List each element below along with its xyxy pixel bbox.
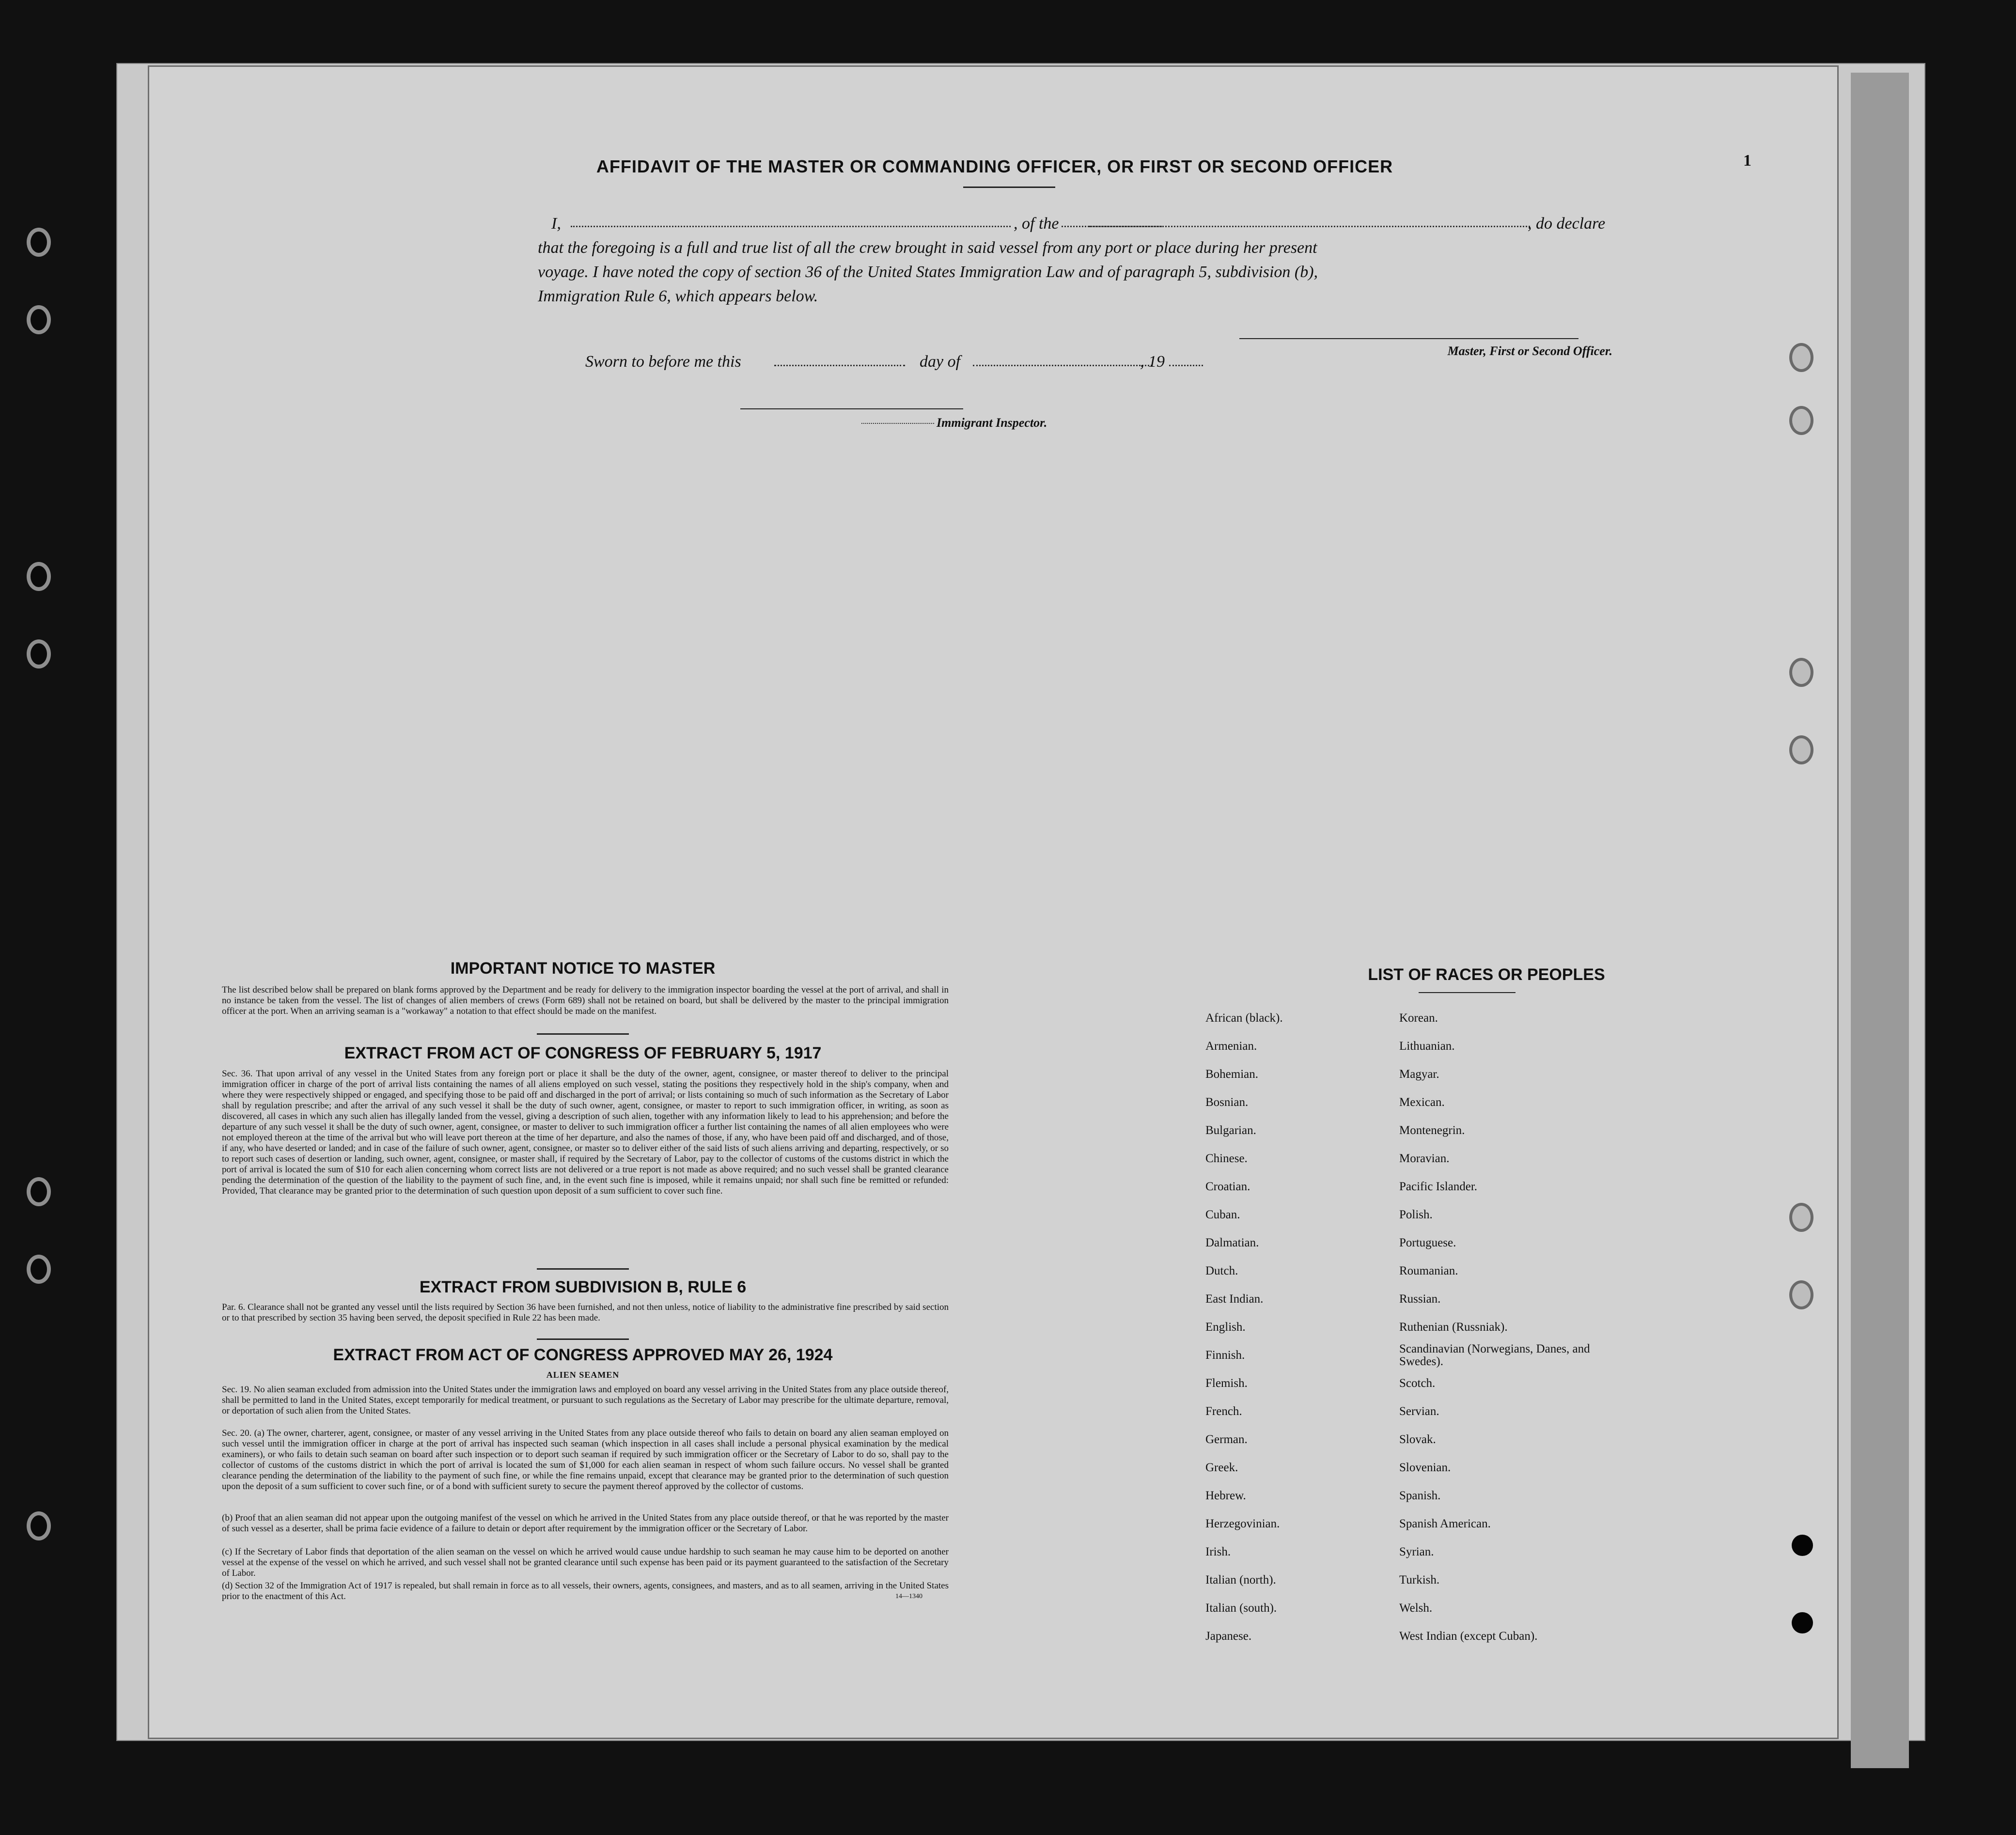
affidavit-line-4: Immigration Rule 6, which appears below. [538,287,818,305]
race-item: Armenian. [1205,1040,1257,1053]
race-item: French. [1205,1405,1242,1418]
race-item: East Indian. [1205,1292,1264,1306]
affidavit-line-2: that the foregoing is a full and true list of all the crew brought in said vessel from any port or place during her present [538,239,1317,257]
extract-1924-sec20c: (c) If the Secretary of Labor finds that deportation of the alien seaman on the vessel on which he arrived would cause undue hardship to such seaman he may cause him to be deported on another vessel at the expense of the vessel on which he arrived, and such vessel shall not be granted clearance until such expense has been paid or its payment guaranteed to the satisfaction of the Secretary of Labor. [222,1547,949,1578]
race-item: Spanish. [1399,1489,1441,1502]
race-item: Ruthenian (Russniak). [1399,1321,1508,1334]
extract-rule6-title: EXTRACT FROM SUBDIVISION B, RULE 6 [419,1278,747,1296]
sworn-day-blank-line [774,365,905,366]
race-item: Polish. [1399,1208,1433,1221]
race-item: Slovenian. [1399,1461,1451,1474]
inspector-dotted-lead [861,423,934,424]
race-item: Bulgarian. [1205,1124,1256,1137]
page-mark: 1 [1743,152,1751,170]
races-title: LIST OF RACES OR PEOPLES [1368,965,1605,984]
extract-rule6-body: Par. 6. Clearance shall not be granted any vessel until the lists required by Section 36 have been furnished, and not then unless, notice of liability to the administrative fine prescribed by said section or to that prescribed by section 35 having been served, the deposit specified in Rule 22 has been made. [222,1302,949,1323]
race-item: Welsh. [1399,1602,1433,1615]
affidavit-of-the-label: , of the [1012,215,1061,233]
binder-hole [27,1511,51,1540]
extract-1924-sec20a: Sec. 20. (a) The owner, charterer, agent, consignee, or master of any vessel arriving in the United States from any place outside thereof who fails to detain on board any alien seaman employed on such vessel until the immigration officer in charge at the port of arrival has inspected such seaman (which inspection in all cases shall include a personal physical examination by the medical examiners), or who fails to detain such seaman on board after such inspection or to deport such seaman if required by such immigration officer or the Secretary of Labor to do so, shall pay to the collector of customs of the customs district in which the port of arrival is located the sum of $1,000 for each alien seaman in respect of whom such failure occurs. No vessel shall be granted clearance pending the determination of the liability to the payment of such fine, or while the fine remains unpaid, except that clearance may be granted prior to the determination of such question upon the deposit of a sum sufficient to cover such fine, or of a bond with sufficient surety to secure the payment thereof approved by the collector of customs. [222,1428,949,1492]
race-item: Syrian. [1399,1545,1434,1558]
binder-hole [27,305,51,334]
binder-hole [27,1177,51,1206]
race-item: Roumanian. [1399,1264,1458,1277]
notice-body: The list described below shall be prepared on blank forms approved by the Department and be ready for delivery to the immigration inspector boarding the vessel at the port of arrival, and shall in no instance be taken from the vessel. The list of changes of alien members of crews (Form 689) shall not be retained on board, but shall be delivered by the master to the principal immigration officer at the port. When an arriving seaman is a "workaway" a notation to that effect should be made on the manifest. [222,985,949,1016]
extract-1924-subtitle: ALIEN SEAMEN [546,1370,620,1380]
race-item: African (black). [1205,1011,1283,1025]
race-item: Greek. [1205,1461,1238,1474]
punch-hole [1789,658,1813,687]
binder-hole [27,639,51,669]
filled-punch-mark [1792,1612,1813,1633]
punch-hole [1789,1280,1813,1309]
race-item: Lithuanian. [1399,1040,1455,1053]
race-item: German. [1205,1433,1248,1446]
extract-1924-title: EXTRACT FROM ACT OF CONGRESS APPROVED MAY 26, 1924 [333,1346,833,1364]
sworn-month-blank-line [973,365,1152,366]
punch-hole [1789,735,1813,764]
race-item: Servian. [1399,1405,1439,1418]
race-item: Herzegovinian. [1205,1517,1280,1530]
race-item: Scandinavian (Norwegians, Danes, and Swedes). [1399,1342,1590,1368]
affidavit-title: AFFIDAVIT OF THE MASTER OR COMMANDING OFFICER, OR FIRST OR SECOND OFFICER [596,156,1393,176]
race-item: Pacific Islander. [1399,1180,1478,1193]
notice-title: IMPORTANT NOTICE TO MASTER [450,959,716,978]
vessel-blank-line [1089,226,1530,227]
race-item: Hebrew. [1205,1489,1246,1502]
inspector-caption: Immigrant Inspector. [937,416,1047,430]
race-item: Moravian. [1399,1152,1450,1165]
binder-hole [27,1255,51,1284]
master-signature-line [1239,338,1578,339]
race-item: Scotch. [1399,1377,1436,1390]
section-divider [537,1268,629,1270]
underlying-page-edge [1851,73,1909,1768]
section-divider [537,1338,629,1340]
race-item: Turkish. [1399,1573,1440,1586]
section-divider [537,1033,629,1035]
extract-1924-sec20b: (b) Proof that an alien seaman did not appear upon the outgoing manifest of the vessel on which he arrived in the United States from any place outside thereof, or that he was reported by the master of such vessel as a deserter, shall be prima facie evidence of a failure to detain or deport after requirement by the immigration officer or the Secretary of Labor. [222,1513,949,1534]
race-item: Finnish. [1205,1349,1245,1362]
punch-hole [1789,406,1813,435]
race-item: Bohemian. [1205,1068,1259,1081]
races-title-rule [1419,992,1516,993]
race-item: Spanish American. [1399,1517,1491,1530]
race-item: Flemish. [1205,1377,1248,1390]
form-number: 14—1340 [895,1593,922,1600]
race-item: Japanese. [1205,1630,1252,1643]
race-item: Korean. [1399,1011,1438,1025]
extract-1924-sec19: Sec. 19. No alien seaman excluded from admission into the United States under the immigration laws and employed on board any vessel arriving in the United States from any place outside thereof, shall be permitted to land in the United States, except temporarily for medical treatment, or pursuant to such regulations as the Secretary of Labor may prescribe for the ultimate departure, removal, or deportation of such alien from the United States. [222,1384,949,1416]
extract-1917-title: EXTRACT FROM ACT OF CONGRESS OF FEBRUARY 5, 1917 [344,1044,822,1062]
race-item: Russian. [1399,1292,1441,1306]
race-item: Italian (north). [1205,1573,1276,1586]
master-signature-caption: Master, First or Second Officer. [1447,344,1612,358]
race-item: Cuban. [1205,1208,1240,1221]
affidavit-i-label: I, [551,215,561,233]
race-item: Montenegrin. [1399,1124,1465,1137]
race-item: English. [1205,1321,1246,1334]
binder-hole [27,562,51,591]
race-item: Slovak. [1399,1433,1436,1446]
race-item: Portuguese. [1399,1236,1456,1249]
race-item: Dalmatian. [1205,1236,1259,1249]
punch-hole [1789,343,1813,372]
punch-hole [1789,1203,1813,1232]
race-item: Irish. [1205,1545,1231,1558]
affidavit-line-3: voyage. I have noted the copy of section 36 of the United States Immigration Law and of paragraph 5, subdivision (b), [538,263,1318,281]
race-item: Magyar. [1399,1068,1439,1081]
day-of-label: day of [920,353,961,371]
affidavit-do-declare-label: , do declare [1528,215,1606,233]
extract-1917-body: Sec. 36. That upon arrival of any vessel in the United States from any foreign port or place it shall be the duty of the owner, agent, consignee, or master thereof to deliver to the principal immigration officer in charge of the port of arrival lists containing the names of all aliens employed on such vessel, stating the positions they respectively hold in the ship's company, when and where they were respectively shipped or engaged, and specifying those to be paid off and discharged in the port of arrival; or lists containing so much of such information as the Secretary of Labor shall by regulation prescribe; and after the arrival of any such vessel it shall be the duty of such owner, agent, consignee, or master to report to such immigration officer, in writing, as soon as discovered, all cases in which any such alien has illegally landed from the vessel, giving a description of such alien, together with any information likely to lead to his apprehension; and before the departure of any such vessel it shall be the duty of such owner, agent, consignee, or master to deliver to such immigration officer a further list containing the names of all alien employees who were not employed thereon at the time of the arrival but who will leave port thereon at the time of her departure, and also the names of those, if any, who have been paid off and discharged, and of those, if any, who have deserted or landed; and in case of the failure of such owner, agent, consignee, or master so to deliver either of the said lists of such aliens arriving and departing, respectively, or so to report such cases of desertion or landing, such owner, agent, consignee, or master shall, if required by the Secretary of Labor, pay to the collector of customs of the customs district in which the port of arrival is located the sum of $10 for each alien concerning whom correct lists are not delivered or a true report is not made as above required; and no such vessel shall be granted clearance pending the determination of the question of the liability to the payment of such fine, and, in the event such fine is imposed, while it remains unpaid; nor shall such fine be remitted or refunded: Provided, That clearance may be granted prior to the determination of such question upon deposit of a sum sufficient to cover such fine. [222,1069,949,1196]
extract-1924-sec20d: (d) Section 32 of the Immigration Act of 1917 is repealed, but shall remain in force as to all vessels, their owners, agents, consignees, and masters, and as to all seamen, arriving in the United States prior to the enactment of this Act. [222,1581,949,1602]
inspector-signature-line [740,408,963,409]
name-blank-line [571,226,1162,227]
race-item: Dutch. [1205,1264,1238,1277]
race-item: Bosnian. [1205,1096,1249,1109]
race-item: Croatian. [1205,1180,1250,1193]
year-label: , 19 [1140,353,1165,371]
sworn-year-blank-line [1169,365,1203,366]
title-rule [963,187,1055,188]
affidavit-form-sheet [148,65,1839,1739]
race-item: West Indian (except Cuban). [1399,1630,1538,1643]
sworn-label: Sworn to before me this [585,353,741,371]
filled-punch-mark [1792,1535,1813,1556]
race-item: Chinese. [1205,1152,1248,1165]
race-item: Italian (south). [1205,1602,1277,1615]
race-item: Mexican. [1399,1096,1445,1109]
binder-hole [27,228,51,257]
